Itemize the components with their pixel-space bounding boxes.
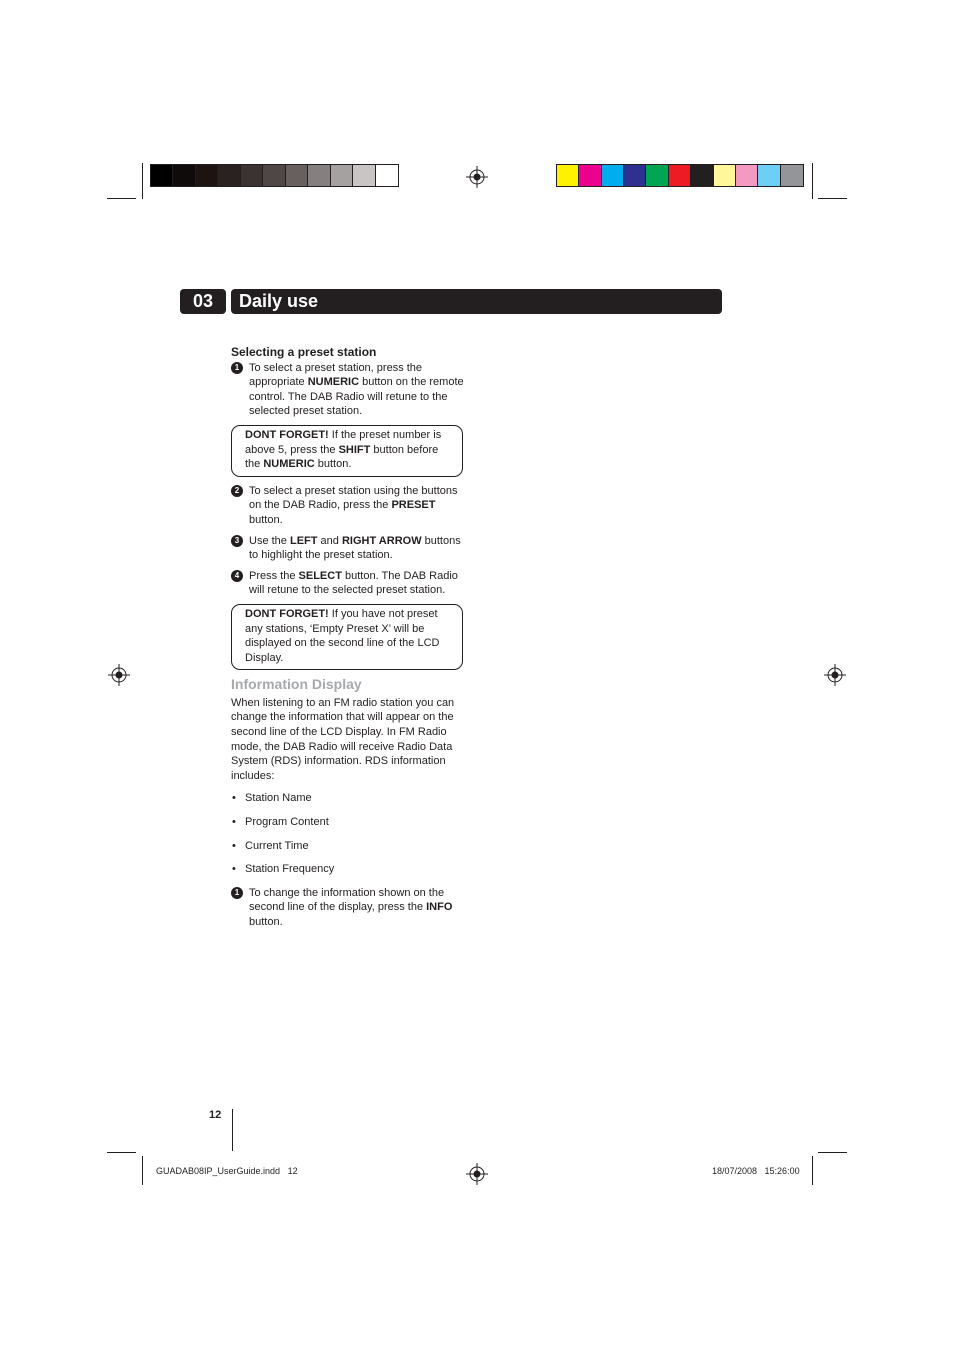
button-name: NUMERIC: [307, 376, 360, 389]
step-text: button.: [249, 916, 283, 928]
button-name: LEFT: [289, 534, 318, 547]
step-number-icon: 2: [231, 485, 243, 497]
section-heading-info: Information Display: [231, 676, 362, 693]
button-name: PRESET: [391, 499, 436, 512]
crop-mark: [812, 163, 813, 199]
color-swatch: [691, 165, 713, 186]
page-number-rule: [232, 1109, 233, 1151]
step-text: To change the information shown on the second line of the display, press the: [249, 886, 445, 914]
list-item: • Program Content: [231, 815, 467, 830]
list-item: • Station Name: [231, 791, 467, 806]
color-swatch: [218, 165, 240, 186]
color-swatch: [286, 165, 308, 186]
color-swatch: [196, 165, 218, 186]
color-swatch: [263, 165, 285, 186]
crop-mark: [818, 1152, 847, 1153]
note-text: button before the: [245, 443, 439, 471]
color-swatch: [736, 165, 758, 186]
color-swatch: [624, 165, 646, 186]
crop-mark: [812, 1156, 813, 1185]
crop-mark: [107, 1152, 136, 1153]
crop-mark: [142, 1156, 143, 1185]
dont-forget-note: [231, 425, 463, 477]
chapter-number: 03: [180, 289, 226, 314]
dont-forget-note: [231, 604, 463, 670]
process-color-bar: [556, 164, 804, 187]
color-swatch: [376, 165, 398, 186]
step-text: button on the remote control. The DAB Radio will retune to the selected preset station.: [249, 376, 464, 418]
note-label: DONT FORGET!: [245, 428, 329, 441]
note-text: If the preset number is above 5, press the: [245, 428, 442, 456]
step-text: and: [317, 534, 342, 547]
chapter-title: Daily use: [231, 289, 722, 314]
button-name: SELECT: [298, 569, 342, 582]
color-swatch: [646, 165, 668, 186]
step-item: [231, 886, 467, 930]
note-text: If you have not preset any stations, ‘Empty Preset X’ will be displayed on the second line of the LCD Display.: [245, 607, 440, 664]
registration-mark-icon: [108, 664, 130, 686]
step-text: button.: [249, 513, 283, 526]
crop-mark: [107, 198, 136, 199]
list-item: • Current Time: [231, 839, 467, 854]
section-heading-preset: Selecting a preset station: [231, 345, 377, 359]
color-swatch: [781, 165, 803, 186]
color-swatch: [758, 165, 780, 186]
step-number-icon: 1: [231, 362, 243, 374]
note-label: DONT FORGET!: [245, 607, 329, 620]
step-text: button. The DAB Radio will retune to the selected preset station.: [249, 569, 458, 597]
step-text: Use the: [249, 534, 290, 547]
list-item: • Station Frequency: [231, 862, 467, 877]
color-swatch: [557, 165, 579, 186]
step-text: To select a preset station using the buttons on the DAB Radio, press the: [249, 484, 458, 512]
date-slug: 18/07/2008 15:26:00: [712, 1166, 800, 1176]
color-swatch: [308, 165, 330, 186]
grayscale-color-bar: [150, 164, 399, 187]
color-swatch: [241, 165, 263, 186]
color-swatch: [714, 165, 736, 186]
color-swatch: [173, 165, 195, 186]
note-text: button.: [314, 458, 352, 471]
crop-mark: [818, 198, 847, 199]
crop-mark: [142, 163, 143, 199]
step-number-icon: 1: [231, 887, 243, 899]
color-swatch: [669, 165, 691, 186]
step-text: Press the: [249, 569, 299, 582]
step-text: buttons to highlight the preset station.: [249, 534, 461, 562]
page-number: 12: [209, 1109, 222, 1121]
color-swatch: [151, 165, 173, 186]
color-swatch: [602, 165, 624, 186]
registration-mark-icon: [466, 1163, 488, 1185]
main-column: [231, 345, 467, 936]
registration-mark-icon: [824, 664, 846, 686]
step-item: [231, 569, 467, 598]
step-text: To select a preset station, press the appropriate: [249, 361, 423, 389]
button-name: NUMERIC: [263, 458, 315, 471]
step-item: [231, 361, 467, 419]
step-number-icon: 4: [231, 570, 243, 582]
file-slug: GUADAB08IP_UserGuide.indd 12: [156, 1166, 298, 1176]
color-swatch: [331, 165, 353, 186]
color-swatch: [579, 165, 601, 186]
color-swatch: [353, 165, 375, 186]
button-name: INFO: [426, 901, 453, 914]
registration-mark-icon: [466, 166, 488, 188]
step-number-icon: 3: [231, 535, 243, 547]
button-name: SHIFT: [338, 443, 371, 456]
info-paragraph: When listening to an FM radio station you can change the information that will appear on the second line of the LCD Display. In FM Radio mode, the DAB Radio will receive Radio Data System (RDS) information. RDS information includes:: [231, 696, 455, 782]
button-name: RIGHT ARROW: [341, 534, 422, 547]
rds-info-list: [231, 791, 467, 876]
step-item: [231, 484, 467, 528]
step-item: [231, 534, 467, 563]
